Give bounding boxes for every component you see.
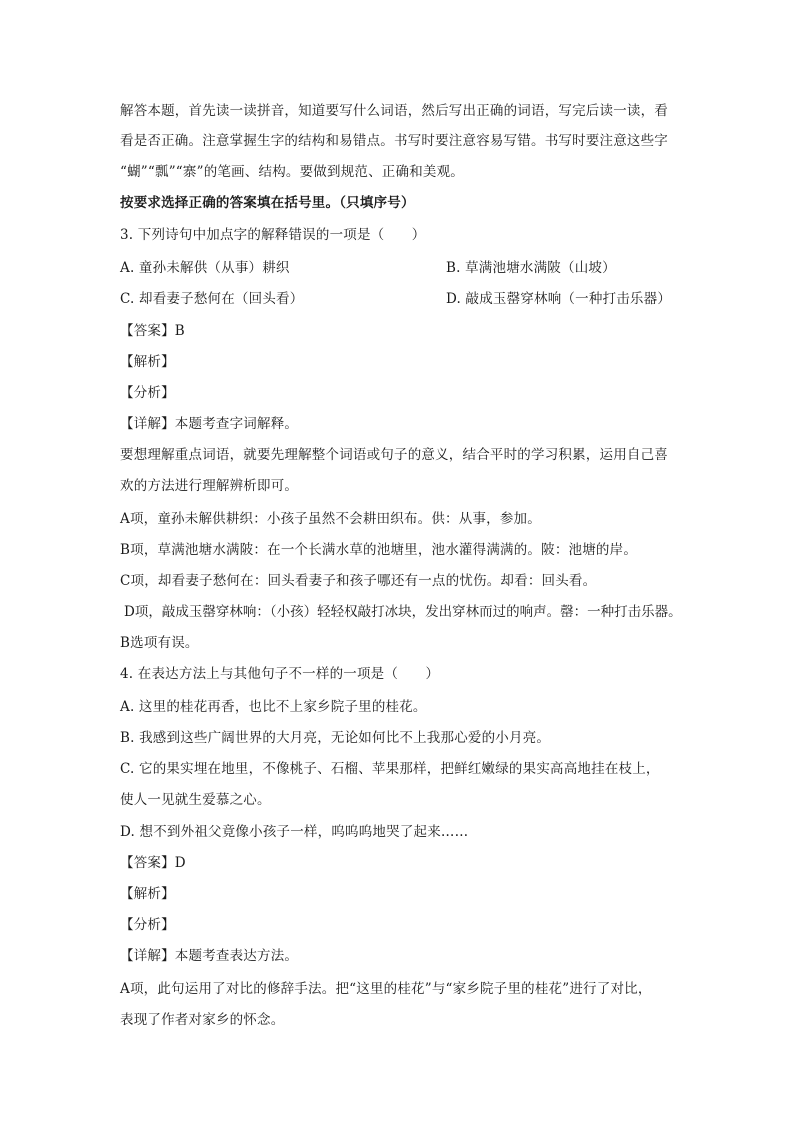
intro-line-2: 看是否正确。注意掌握生字的结构和易错点。书写时要注意容易写错。书写时要注意这些字 (120, 133, 668, 149)
breakdown-label-q4: 【分析】 (120, 917, 175, 933)
question-3-stem: 3. 下列诗句中加点字的解释错误的一项是（ ） (120, 227, 426, 243)
question-4-option-a: A. 这里的桂花再香，也比不上家乡院子里的桂花。 (120, 699, 427, 715)
question-4-stem: 4. 在表达方法上与其他句子不一样的一项是（ ） (120, 666, 440, 682)
detail-label-q4: 【详解】本题考查表达方法。 (120, 948, 299, 964)
question-3-option-c: C. 却看妻子愁何在（回头看） (120, 291, 304, 307)
question-3-option-d: D. 敲成玉罄穿林响（一种打击乐器） (446, 291, 672, 307)
answer-label-q3: 【答案】B (120, 323, 185, 339)
question-4-option-c-line-2: 使人一见就生爱慕之心。 (120, 792, 271, 808)
answer-label-q4: 【答案】D (120, 855, 186, 871)
analysis-label-q4: 【解析】 (120, 886, 175, 902)
explanation-a-q4-line-1: A项，此句运用了对比的修辞手法。把“这里的桂花”与“家乡院子里的桂花”进行了对比， (120, 981, 652, 997)
intro-line-3: “蝴”“瓢”“寨”的笔画、结构。要做到规范、正确和美观。 (120, 164, 465, 180)
question-3-option-a: A. 童孙未解供（从事）耕织 (120, 260, 290, 276)
intro-line-1: 解答本题，首先读一读拼音，知道要写什么词语，然后写出正确的词语，写完后读一读，看 (120, 103, 668, 119)
conclusion-q3: B选项有误。 (120, 635, 199, 651)
question-4-option-c-line-1: C. 它的果实埋在地里，不像桃子、石榴、苹果那样，把鲜红嫩绿的果实高高地挂在枝上， (120, 761, 660, 777)
explanation-c-q3: C项，却看妻子愁何在：回头看妻子和孩子哪还有一点的忧伤。却看：回头看。 (120, 573, 597, 589)
analysis-label-q3: 【解析】 (120, 354, 175, 370)
explanation-a-q3: A项，童孙未解供耕织：小孩子虽然不会耕田织布。供：从事，参加。 (120, 511, 541, 527)
detail-text-q3-line-1: 要想理解重点词语，就要先理解整个词语或句子的意义，结合平时的学习积累，运用自己喜 (120, 447, 668, 463)
section-heading: 按要求选择正确的答案填在括号里。（只填序号） (120, 195, 415, 211)
detail-text-q3-line-2: 欢的方法进行理解辨析即可。 (120, 478, 299, 494)
question-3-option-b: B. 草满池塘水满陂（山坡） (446, 260, 616, 276)
explanation-a-q4-line-2: 表现了作者对家乡的怀念。 (120, 1012, 285, 1028)
question-4-option-d: D. 想不到外祖父竟像小孩子一样，呜呜呜地哭了起来…… (120, 824, 469, 840)
breakdown-label-q3: 【分析】 (120, 385, 175, 401)
explanation-b-q3: B项，草满池塘水满陂：在一个长满水草的池塘里，池水灌得满满的。陂：池塘的岸。 (120, 542, 638, 558)
detail-label-q3: 【详解】本题考查字词解释。 (120, 416, 299, 432)
question-4-option-b: B. 我感到这些广阔世界的大月亮，无论如何比不上我那心爱的小月亮。 (120, 730, 551, 746)
explanation-d-q3: D项，敲成玉罄穿林响：（小孩）轻轻权敲打冰块，发出穿林而过的响声。罄：一种打击乐器。 (124, 604, 682, 620)
